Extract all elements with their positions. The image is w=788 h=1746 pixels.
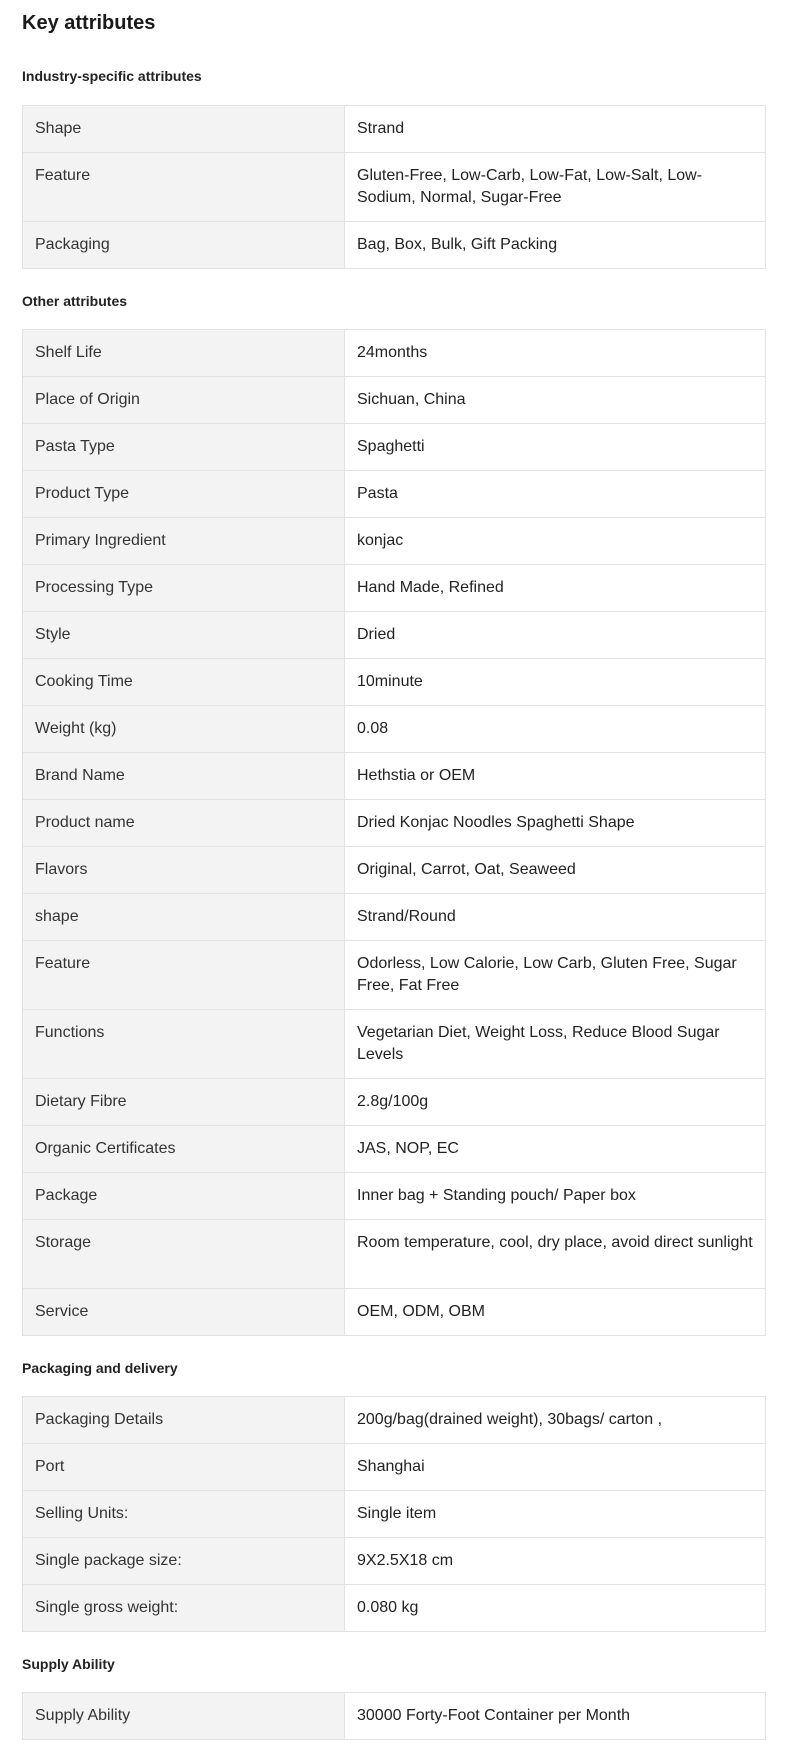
attribute-key: Shape: [23, 106, 345, 153]
attribute-key: Service: [23, 1289, 345, 1336]
other-attributes-table: [22, 329, 766, 1336]
attribute-value: Hand Made, Refined: [345, 565, 766, 612]
table-row: [23, 706, 766, 753]
table-row: [23, 1126, 766, 1173]
attribute-value: Sichuan, China: [345, 377, 766, 424]
attribute-key: Place of Origin: [23, 377, 345, 424]
attribute-value: Pasta: [345, 471, 766, 518]
attribute-key: Dietary Fibre: [23, 1079, 345, 1126]
table-row: [23, 471, 766, 518]
attribute-key: shape: [23, 894, 345, 941]
attribute-value: Room temperature, cool, dry place, avoid direct sunlight: [345, 1220, 766, 1289]
table-row: [23, 894, 766, 941]
table-row: [23, 753, 766, 800]
attribute-value: 24months: [345, 330, 766, 377]
attribute-key: Port: [23, 1444, 345, 1491]
attribute-value: Spaghetti: [345, 424, 766, 471]
attribute-key: Storage: [23, 1220, 345, 1289]
attribute-key: Feature: [23, 153, 345, 222]
packaging-and-delivery-table: [22, 1396, 766, 1632]
attribute-value: 2.8g/100g: [345, 1079, 766, 1126]
table-row: [23, 612, 766, 659]
attribute-key: Pasta Type: [23, 424, 345, 471]
attribute-key: Shelf Life: [23, 330, 345, 377]
table-row: [23, 1444, 766, 1491]
table-row: [23, 1538, 766, 1585]
attribute-key: Weight (kg): [23, 706, 345, 753]
attribute-key: Product name: [23, 800, 345, 847]
table-row: [23, 941, 766, 1010]
table-row: [23, 1491, 766, 1538]
attribute-value: Dried: [345, 612, 766, 659]
attribute-key: Feature: [23, 941, 345, 1010]
table-row: [23, 1220, 766, 1289]
attribute-key: Single gross weight:: [23, 1585, 345, 1632]
attribute-value: 9X2.5X18 cm: [345, 1538, 766, 1585]
table-row: [23, 800, 766, 847]
attribute-value: Vegetarian Diet, Weight Loss, Reduce Blood Sugar Levels: [345, 1010, 766, 1079]
attribute-key: Supply Ability: [23, 1693, 345, 1740]
attribute-key: Style: [23, 612, 345, 659]
table-row: [23, 659, 766, 706]
attribute-key: Product Type: [23, 471, 345, 518]
attribute-value: Dried Konjac Noodles Spaghetti Shape: [345, 800, 766, 847]
table-row: [23, 424, 766, 471]
attribute-value: Single item: [345, 1491, 766, 1538]
supply-ability-table: [22, 1692, 766, 1740]
attribute-value: JAS, NOP, EC: [345, 1126, 766, 1173]
table-row: [23, 330, 766, 377]
table-row: [23, 518, 766, 565]
attribute-value: konjac: [345, 518, 766, 565]
table-row: [23, 153, 766, 222]
attribute-value: 0.080 kg: [345, 1585, 766, 1632]
attribute-key: Brand Name: [23, 753, 345, 800]
industry-specific-attributes-table: [22, 105, 766, 269]
attribute-key: Package: [23, 1173, 345, 1220]
table-row: [23, 1693, 766, 1740]
table-row: [23, 1585, 766, 1632]
table-row: [23, 1397, 766, 1444]
table-row: [23, 847, 766, 894]
attribute-key: Packaging Details: [23, 1397, 345, 1444]
attribute-value: 30000 Forty-Foot Container per Month: [345, 1693, 766, 1740]
table-row: [23, 1289, 766, 1336]
attribute-key: Cooking Time: [23, 659, 345, 706]
attribute-key: Selling Units:: [23, 1491, 345, 1538]
attribute-key: Single package size:: [23, 1538, 345, 1585]
attribute-value: 200g/bag(drained weight), 30bags/ carton ,: [345, 1397, 766, 1444]
table-row: [23, 106, 766, 153]
section-title-other-attributes: Other attributes: [22, 293, 128, 309]
attribute-key: Flavors: [23, 847, 345, 894]
attribute-key: Packaging: [23, 222, 345, 269]
attribute-key: Processing Type: [23, 565, 345, 612]
attribute-value: Original, Carrot, Oat, Seaweed: [345, 847, 766, 894]
table-row: [23, 1173, 766, 1220]
attribute-value: 0.08: [345, 706, 766, 753]
attribute-key: Primary Ingredient: [23, 518, 345, 565]
attribute-value: Strand/Round: [345, 894, 766, 941]
section-title-packaging-and-delivery: Packaging and delivery: [22, 1360, 178, 1376]
section-title-industry-specific: Industry-specific attributes: [22, 68, 202, 84]
attribute-value: Inner bag + Standing pouch/ Paper box: [345, 1173, 766, 1220]
table-row: [23, 1079, 766, 1126]
attribute-value: 10minute: [345, 659, 766, 706]
attribute-key: Functions: [23, 1010, 345, 1079]
attribute-key: Organic Certificates: [23, 1126, 345, 1173]
attribute-value: Bag, Box, Bulk, Gift Packing: [345, 222, 766, 269]
table-row: [23, 222, 766, 269]
attribute-value: Gluten-Free, Low-Carb, Low-Fat, Low-Salt, Low-Sodium, Normal, Sugar-Free: [345, 153, 766, 222]
attribute-value: OEM, ODM, OBM: [345, 1289, 766, 1336]
page-title: Key attributes: [22, 12, 156, 34]
attribute-value: Odorless, Low Calorie, Low Carb, Gluten Free, Sugar Free, Fat Free: [345, 941, 766, 1010]
table-row: [23, 377, 766, 424]
attribute-value: Hethstia or OEM: [345, 753, 766, 800]
table-row: [23, 1010, 766, 1079]
section-title-supply-ability: Supply Ability: [22, 1656, 115, 1672]
table-row: [23, 565, 766, 612]
attribute-value: Shanghai: [345, 1444, 766, 1491]
attribute-value: Strand: [345, 106, 766, 153]
